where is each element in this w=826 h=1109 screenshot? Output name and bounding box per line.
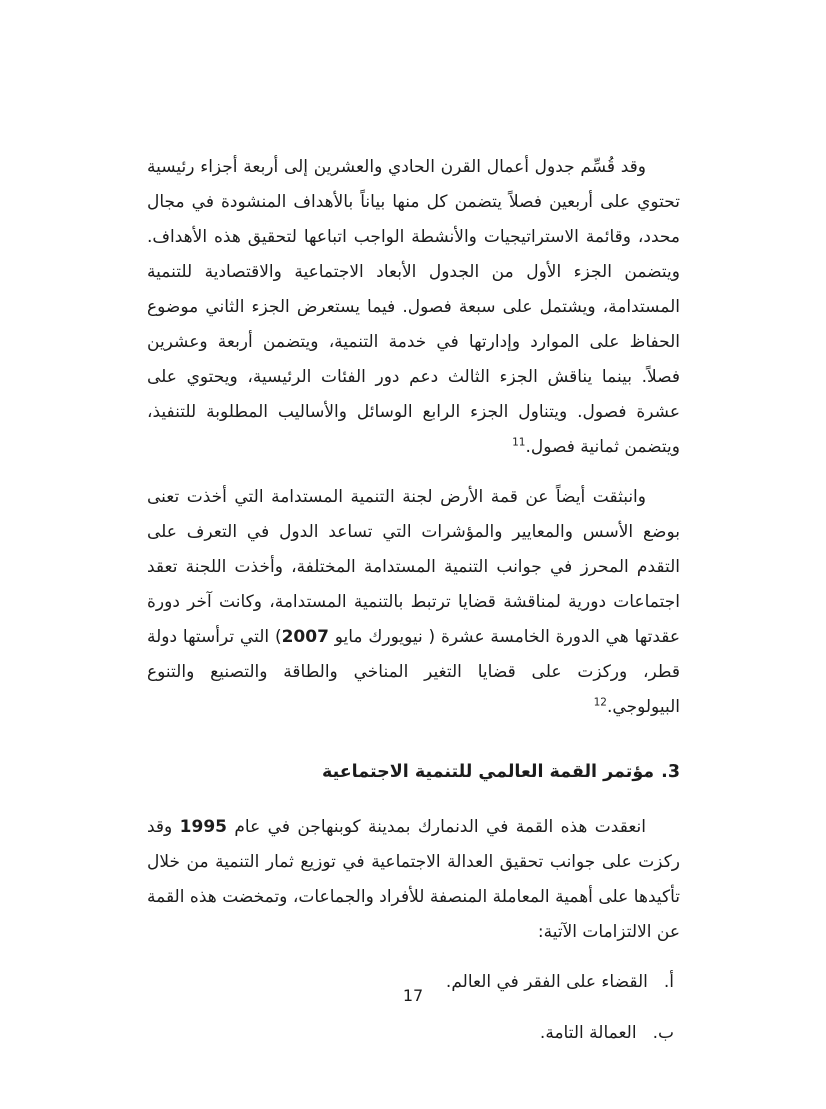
section-heading <box>147 755 680 790</box>
paragraph-csd-text-after: ) التي ترأستها دولة قطر، وركزت على قضايا التغير المناخي والطاقة والتصنيع والتنوع البيولوجي. <box>147 627 680 717</box>
paragraph-agenda21 <box>147 150 680 465</box>
footnote-marker-12: 12 <box>593 696 607 709</box>
commitment-list <box>147 965 680 1051</box>
csd-session-year: 2007 <box>281 627 329 647</box>
page-number: 17 <box>402 986 424 1005</box>
paragraph-agenda21-text: وقد قُسِّم جدول أعمال القرن الحادي والعشرين إلى أربعة أجزاء رئيسية تحتوي على أربعين فصلاً يتضمن كل منها بياناً بالأهداف المنشودة في مجال محدد، وقائمة الاستراتيجيات والأنشطة الواجب اتباعها لتحقيق هذه الأهداف. ويتضمن الجزء الأول من الجدول الأبعاد الاجتماعية والاقتصادية للتنمية المستدامة، ويشتمل على سبعة فصول. فيما يستعرض الجزء الثاني موضوع الحفاظ على الموارد وإدارتها في خدمة التنمية، ويتضمن أربعة وعشرين فصلاً. بينما يناقش الجزء الثالث دعم دور الفئات الرئيسية، ويحتوي على عشرة فصول. ويتناول الجزء الرابع الوسائل والأساليب المطلوبة للتنفيذ، ويتضمن ثمانية فصول. <box>147 157 680 457</box>
list-item-text: العمالة التامة. <box>539 1023 637 1043</box>
list-item-marker: أ. <box>663 972 674 992</box>
list-item-text: القضاء على الفقر في العالم. <box>445 972 648 992</box>
page-content <box>147 150 680 1067</box>
list-item-marker: ب. <box>652 1023 674 1043</box>
footnote-marker-11: 11 <box>512 436 526 449</box>
summit-year: 1995 <box>179 817 227 837</box>
paragraph-summit-intro <box>147 810 680 950</box>
paragraph-csd-text-before: وانبثقت أيضاً عن قمة الأرض لجنة التنمية المستدامة التي أخذت تعنى بوضع الأسس والمعايير والمؤشرات التي تساعد الدول في التعرف على التقدم المحرز في جوانب التنمية المستدامة المختلفة، وأخذت اللجنة تعقد اجتماعات دورية لمناقشة قضايا ترتبط بالتنمية المستدامة، وكانت آخر دورة عقدتها هي الدورة الخامسة عشرة ( نيويورك مايو <box>147 487 681 647</box>
list-item-employment <box>147 1016 674 1051</box>
section-heading-title: مؤتمر القمة العالمي للتنمية الاجتماعية <box>321 762 655 782</box>
paragraph-summit-text-before: انعقدت هذه القمة في الدنمارك بمدينة كوبنهاجن في عام <box>227 817 646 837</box>
paragraph-csd <box>147 480 680 725</box>
section-heading-number: 3. <box>661 762 680 782</box>
paragraph-summit-text-after: وقد ركزت على جوانب تحقيق العدالة الاجتماعية في توزيع ثمار التنمية من خلال تأكيدها على أهمية المعاملة المنصفة للأفراد والجماعات، وتمخضت هذه القمة عن الالتزامات الآتية: <box>147 817 680 942</box>
